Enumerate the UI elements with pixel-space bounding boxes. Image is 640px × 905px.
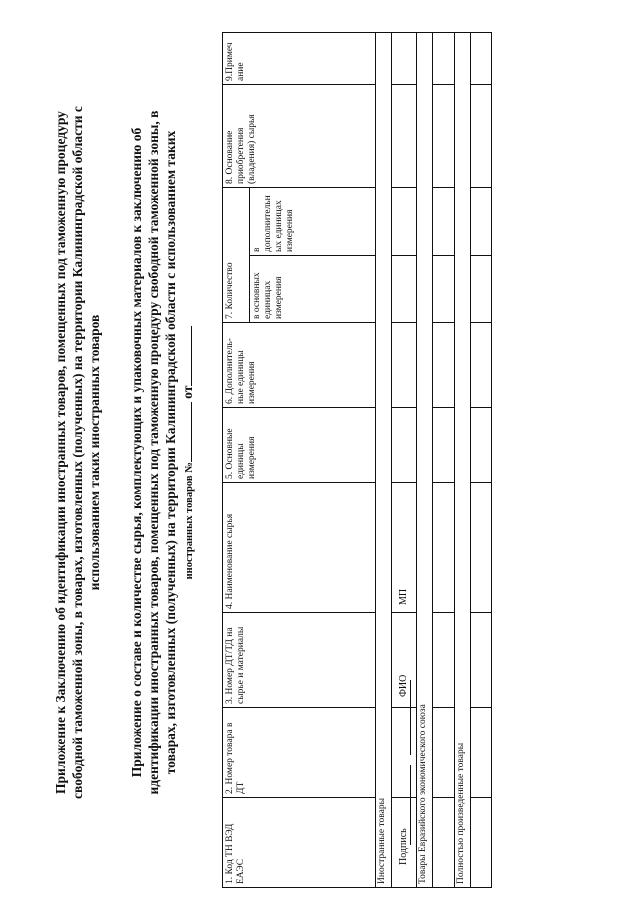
- name-line: [410, 680, 411, 755]
- section-row: [376, 33, 392, 888]
- signature-label: Подпись: [398, 828, 409, 865]
- section-row: [417, 33, 433, 888]
- table-row: [471, 33, 492, 888]
- col-header: 4. Наименование сырья: [223, 483, 376, 613]
- col-header: 3. Номер ДТ/ТД на сырье и материалы: [223, 613, 376, 708]
- col-header: 1. Код ТН ВЭД ЕАЭС: [223, 798, 376, 888]
- date-blank: [180, 326, 192, 386]
- title-line: Приложение о составе и количестве сырья, комплектующих и упаковочных материалов к заключению об: [129, 127, 144, 778]
- col-subheader: в основных единицах измерения: [250, 256, 376, 323]
- table-row: [433, 33, 455, 888]
- table-header-row: [223, 33, 250, 888]
- title-line: товарах, изготовленных (полученных) на территории Калининградской области с использованием таких: [163, 130, 178, 775]
- table-row: [392, 33, 417, 888]
- section-label: Полностью произведенные товары: [455, 33, 471, 888]
- section-label: Товары Евразийского экономического союза: [417, 33, 433, 888]
- header-line: свободной таможенной зоны, в товарах, изготовленных (полученных) на территории Калининградской области с: [70, 106, 85, 799]
- header-line: Приложение к Заключению об идентификации иностранных товаров, помещенных под таможенную процедуру: [53, 111, 68, 794]
- col-header: 9.Примеч ание: [223, 33, 376, 85]
- section-row: [455, 33, 471, 888]
- header-line: использованием таких иностранных товаров: [87, 314, 102, 591]
- signature-line: [410, 765, 411, 845]
- col-header: 2. Номер товара в ДТ: [223, 708, 376, 798]
- number-blank: [180, 402, 192, 462]
- document-header: [52, 0, 103, 905]
- materials-table: [222, 32, 492, 888]
- name-label: ФИО: [398, 674, 409, 697]
- col-subheader: в дополнительн ых единицах измерения: [250, 188, 376, 256]
- col-header: 6. Дополнитель-ные единицы измерения: [223, 323, 376, 408]
- document-title: [128, 0, 198, 905]
- title-line: [179, 0, 198, 905]
- col-header: 7. Количество: [223, 188, 250, 323]
- title-number-label: иностранных товаров №: [184, 462, 195, 580]
- section-label: Иностранные товары: [376, 33, 392, 888]
- stamp-label: МП: [398, 588, 409, 605]
- title-line: идентификации иностранных товаров, помещенных под таможенную процедуру свободной таможенной зоны, в: [146, 110, 161, 795]
- col-header: 5. Основные единицы измерения: [223, 408, 376, 483]
- title-date-label: от: [180, 385, 195, 399]
- col-header: 8. Основание приобретения (владения) сырья: [223, 85, 376, 188]
